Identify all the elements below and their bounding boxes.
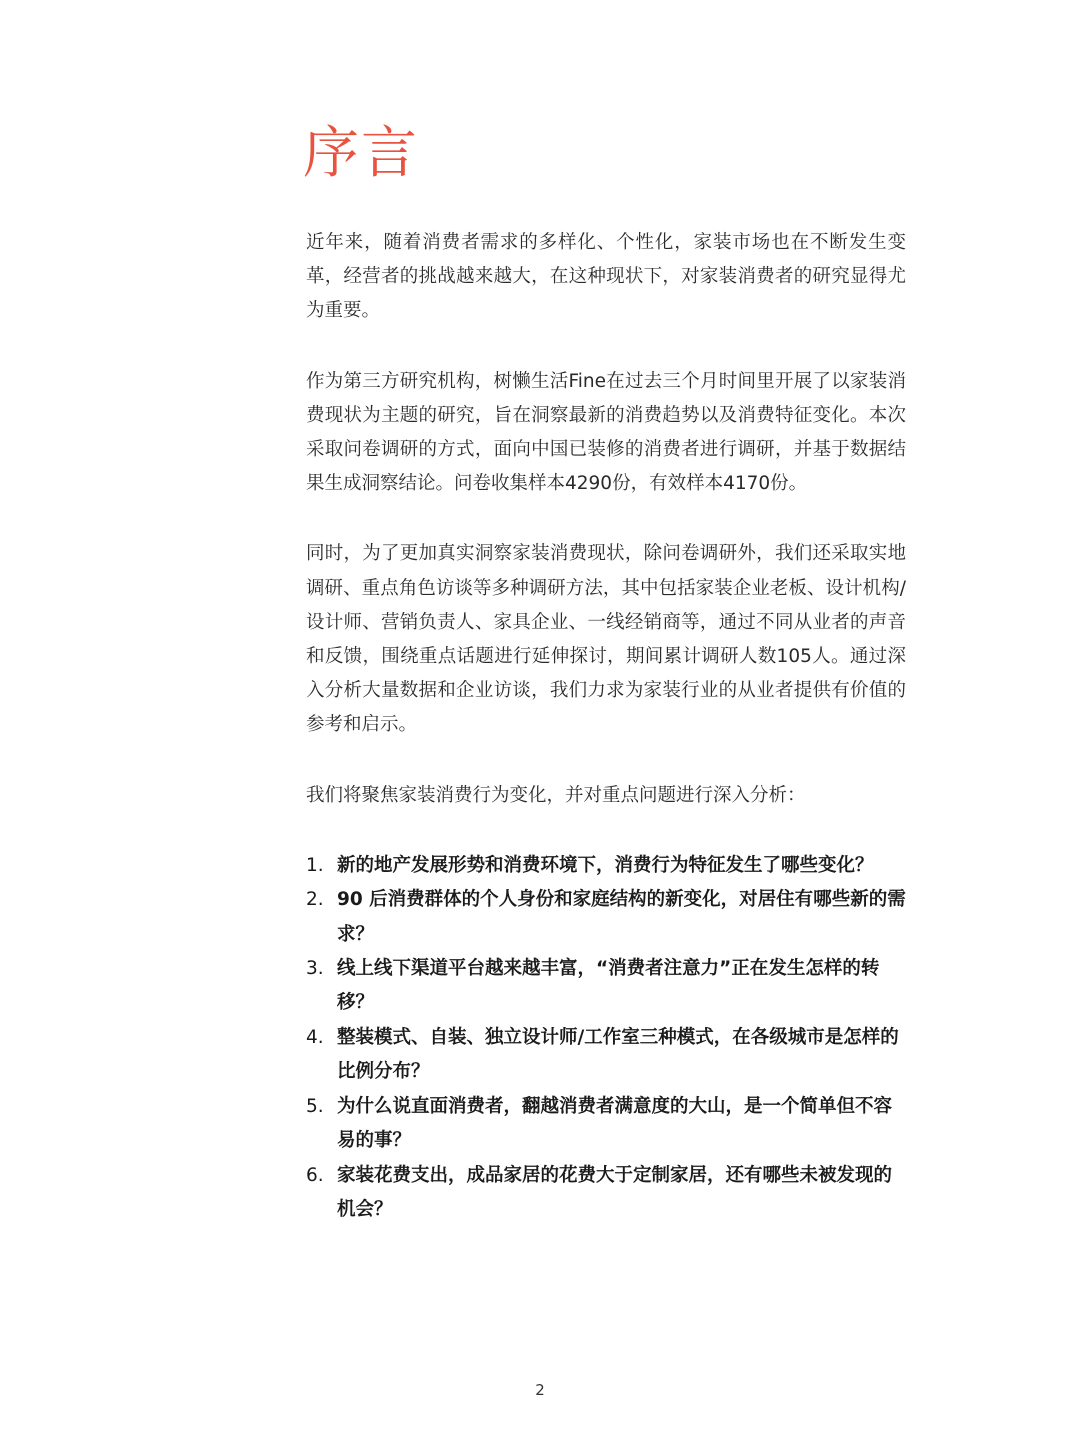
page-title: 序言 (303, 121, 419, 186)
question-item (306, 883, 906, 952)
question-number: 2. (306, 889, 324, 911)
paragraph-background: 近年来，随着消费者需求的多样化、个性化，家装市场也在不断发生变革，经营者的挑战越来越大，在这种现状下，对家装消费者的研究显得尤为重要。 (306, 232, 906, 322)
question-text: 线上线下渠道平台越来越丰富，“消费者注意力”正在发生怎样的转移？ (337, 958, 880, 1014)
question-text: 新的地产发展形势和消费环境下，消费行为特征发生了哪些变化？ (337, 854, 874, 876)
list-intro: 我们将聚焦家装消费行为变化，并对重点问题进行深入分析： (306, 784, 806, 806)
question-item (306, 952, 906, 1021)
question-number: 1. (306, 854, 324, 876)
question-number: 6. (306, 1164, 324, 1186)
paragraph-research-method: 作为第三方研究机构，树懒生活Fine在过去三个月时间里开展了以家装消费现状为主题的研究，旨在洞察最新的消费趋势以及消费特征变化。本次采取问卷调研的方式，面向中国已装修的消费者进行调研，并基于数据结果生成洞察结论。问卷收集样本4290份，有效样本4170份。 (306, 370, 906, 495)
question-item (306, 1159, 906, 1228)
question-item (306, 849, 906, 883)
content-body (306, 226, 906, 1227)
question-text: 为什么说直面消费者，翻越消费者满意度的大山，是一个简单但不容易的事？ (337, 1095, 893, 1152)
question-number: 3. (306, 958, 324, 980)
paragraph-field-research: 同时，为了更加真实洞察家装消费现状，除问卷调研外，我们还采取实地调研、重点角色访谈等多种调研方法，其中包括家装企业老板、设计机构/设计师、营销负责人、家具企业、一线经销商等，通过不同从业者的声音和反馈，围绕重点话题进行延伸探讨，期间累计调研人数105人。通过深入分析大量数据和企业访谈，我们力求为家装行业的从业者提供有价值的参考和启示。 (306, 543, 906, 736)
question-item (306, 1021, 906, 1090)
question-text: 整装模式、自装、独立设计师/工作室三种模式，在各级城市是怎样的比例分布？ (337, 1026, 899, 1083)
question-list (306, 849, 906, 1227)
page-number: 2 (535, 1381, 545, 1399)
question-text: 家装花费支出，成品家居的花费大于定制家居，还有哪些未被发现的机会？ (337, 1164, 893, 1220)
question-text: 90 后消费群体的个人身份和家庭结构的新变化，对居住有哪些新的需求？ (337, 889, 906, 945)
question-number: 4. (306, 1026, 324, 1048)
question-item (306, 1090, 906, 1159)
question-number: 5. (306, 1095, 324, 1117)
